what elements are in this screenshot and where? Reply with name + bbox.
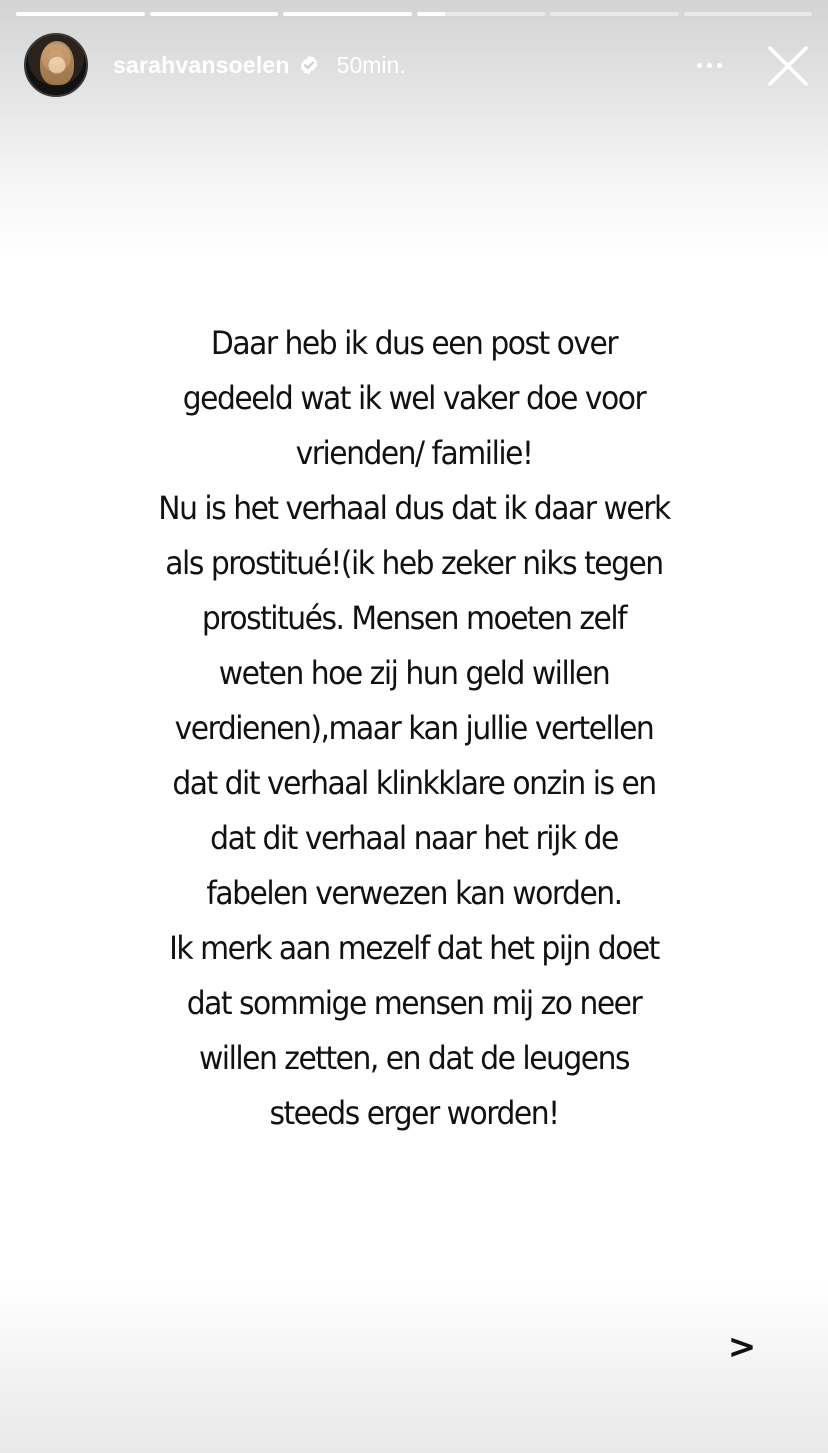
- story-text-line: Nu is het verhaal dus dat ik daar werk: [158, 489, 670, 527]
- more-dot: [697, 63, 702, 68]
- progress-segment: [417, 12, 546, 16]
- story-text-line: Daar heb ik dus een post over: [210, 324, 618, 362]
- progress-segment: [550, 12, 679, 16]
- more-options-icon[interactable]: [692, 48, 726, 82]
- story-progress-bar: [16, 12, 812, 16]
- bottom-gradient-overlay: [0, 1283, 828, 1453]
- next-story-button[interactable]: >: [727, 1327, 757, 1367]
- avatar[interactable]: [24, 33, 88, 97]
- story-text-line: gedeeld wat ik wel vaker doe voor: [182, 379, 646, 417]
- story-header: [24, 32, 814, 98]
- username[interactable]: sarahvansoelen: [113, 51, 290, 78]
- story-text-line: dat sommige mensen mij zo neer: [186, 984, 642, 1022]
- story-text-line: Ik merk aan mezelf dat het pijn doet: [169, 929, 659, 967]
- verified-badge-icon: [298, 54, 320, 76]
- close-icon[interactable]: [766, 44, 810, 88]
- story-text-line: willen zetten, en dat de leugens: [198, 1039, 630, 1077]
- story-text-line: weten hoe zij hun geld willen: [218, 654, 610, 692]
- progress-segment: [150, 12, 279, 16]
- story-text-line: dat dit verhaal naar het rijk de: [210, 819, 618, 857]
- story-text: [131, 316, 696, 1141]
- story-text-line: vrienden/ familie!: [295, 434, 533, 472]
- story-text-line: dat dit verhaal klinkklare onzin is en: [172, 764, 656, 802]
- story-text-line: verdienen),maar kan jullie vertellen: [174, 709, 654, 747]
- story-text-line: fabelen verwezen kan worden.: [206, 874, 622, 912]
- more-dot: [707, 63, 712, 68]
- story-text-line: prostitués. Mensen moeten zelf: [201, 599, 627, 637]
- progress-segment-fill: [16, 12, 145, 16]
- progress-segment-fill: [150, 12, 279, 16]
- progress-segment: [283, 12, 412, 16]
- story-text-line: steeds erger worden!: [269, 1094, 559, 1132]
- progress-segment-fill: [417, 12, 445, 16]
- progress-segment-fill: [283, 12, 412, 16]
- progress-segment: [684, 12, 813, 16]
- story-text-line: als prostitué!(ik heb zeker niks tegen: [165, 544, 663, 582]
- post-time: 50min.: [336, 51, 406, 78]
- more-dot: [717, 63, 722, 68]
- progress-segment: [16, 12, 145, 16]
